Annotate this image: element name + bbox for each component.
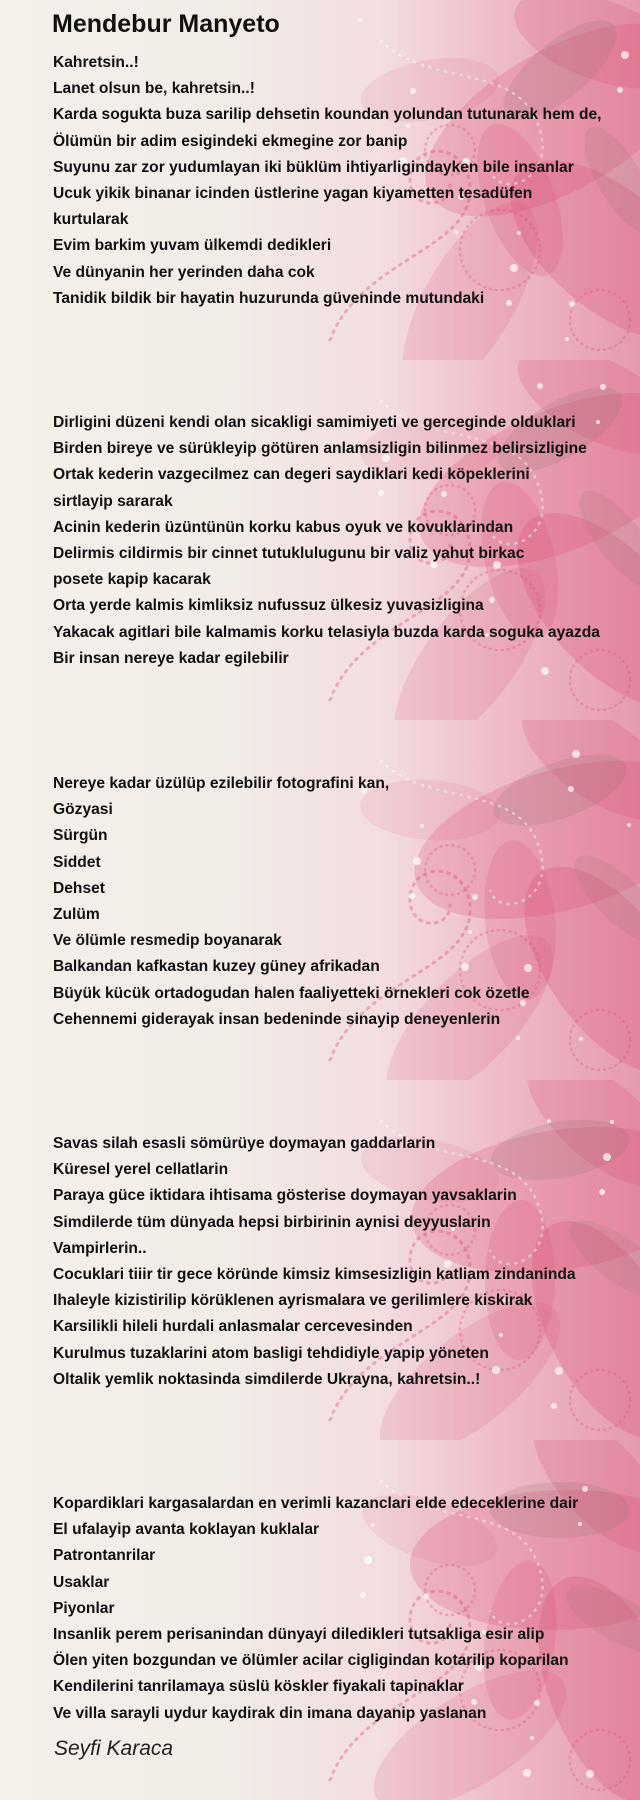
- poem-line: Dehset: [53, 879, 105, 897]
- stanza-2: [53, 410, 600, 672]
- poem-author: Seyfi Karaca: [54, 1737, 174, 1760]
- poem-line: El ufalayip avanta koklayan kuklalar: [53, 1521, 320, 1539]
- poem-line: Ölümün bir adim esigindeki ekmegine zor banip: [53, 132, 408, 150]
- poem-line: Cocuklari tiiir tir gece köründe kimsiz kimsesizligin katliam zindaninda: [53, 1266, 576, 1284]
- poem-line: Savas silah esasli sömürüye doymayan gaddarlarin: [53, 1135, 436, 1152]
- poem-line: Piyonlar: [53, 1599, 115, 1617]
- poem-line: Kopardiklari kargasalardan en verimli kazanclari elde edeceklerine dair: [53, 1495, 579, 1512]
- poem-line: Bir insan nereye kadar egilebilir: [53, 649, 289, 667]
- poem-line: Ölen yiten bozgundan ve ölümler acilar cigligindan kotarilip koparilan: [53, 1652, 569, 1670]
- poem-line: Lanet olsun be, kahretsin..!: [53, 80, 255, 98]
- poem-line: Yakacak agitlari bile kalmamis korku telasiyla buzda karda soguka ayazda: [53, 623, 600, 641]
- poem-line: Gözyasi: [53, 801, 113, 819]
- poem-line: Paraya güce iktidara ihtisama gösterise doymayan yavsaklarin: [53, 1187, 517, 1205]
- poem-line: Dirligini düzeni kendi olan sicakligi samimiyeti ve gerceginde olduklari: [53, 414, 576, 431]
- poem-line: Ve ölümle resmedip boyanarak: [53, 932, 282, 950]
- poem-line: Acinin kederin üzüntünün korku kabus oyuk ve kovuklarindan: [53, 518, 514, 536]
- poem-title: Mendebur Manyeto: [52, 10, 280, 38]
- poem-line: Ucuk yikik binanar icinden üstlerine yagan kiyametten tesadüfen: [53, 185, 533, 203]
- poem-line: Tanidik bildik bir hayatin huzurunda güveninde mutundaki: [53, 289, 485, 307]
- poem-line: Ve dünyanin her yerinden daha cok: [53, 263, 315, 281]
- poem-line: Büyük kücük ortadogudan halen faaliyetteki örnekleri cok özetle: [53, 984, 530, 1002]
- poem-line: sirtlayip sararak: [53, 492, 173, 510]
- poem-line: Oltalik yemlik noktasinda simdilerde Ukrayna, kahretsin..!: [53, 1370, 481, 1388]
- stanza-3: [53, 771, 530, 1033]
- poem-line: Sürgün: [53, 827, 108, 845]
- poem-line: Vampirlerin..: [53, 1239, 147, 1257]
- poem-line: Ortak kederin vazgecilmez can degeri saydiklari kedi köpeklerini: [53, 466, 530, 484]
- poem-line: Orta yerde kalmis kimliksiz nufussuz ülkesiz yuvasizligina: [53, 597, 484, 615]
- poem-line: Suyunu zar zor yudumlayan iki büklüm ihtiyarligindayken bile insanlar: [53, 158, 574, 176]
- poem-line: Kendilerini tanrilamaya süslü köskler fiyakali tapinaklar: [53, 1678, 464, 1696]
- poem-line: Ve villa sarayli uydur kaydirak din imana dayanip yaslanan: [53, 1704, 487, 1722]
- poem-line: Birden bireye ve sürükleyip götüren anlamsizligin bilinmez belirsizligine: [53, 440, 587, 458]
- stanza-5: [53, 1491, 578, 1727]
- poem-line: Ihaleyle kizistirilip körüklenen ayrismalara ve gerilimlere kiskirak: [53, 1292, 533, 1310]
- poem-line: Karsilikli hileli hurdali anlasmalar cercevesinden: [53, 1318, 413, 1336]
- poem-line: Siddet: [53, 853, 101, 871]
- poem-line: kurtularak: [53, 211, 129, 229]
- poem-line: Küresel yerel cellatlarin: [53, 1161, 229, 1179]
- poem-line: Insanlik perem perisanindan dünyayi diledikleri tutsakliga esir alip: [53, 1626, 545, 1644]
- poem-line: Karda sogukta buza sarilip dehsetin koundan yolundan tutunarak hem de,: [53, 106, 602, 124]
- poem-line: Usaklar: [53, 1573, 110, 1591]
- poem-line: Kahretsin..!: [53, 54, 139, 71]
- poem-line: posete kapip kacarak: [53, 571, 211, 589]
- stanza-1: [53, 50, 601, 312]
- stanza-4: [53, 1131, 576, 1393]
- poem-line: Nereye kadar üzülüp ezilebilir fotografini kan,: [53, 775, 390, 792]
- poem-line: Zulüm: [53, 906, 100, 924]
- poem-line: Simdilerde tüm dünyada hepsi birbirinin aynisi deyyuslarin: [53, 1213, 491, 1231]
- poem-line: Delirmis cildirmis bir cinnet tutuklulugunu bir valiz yahut birkac: [53, 545, 525, 563]
- poem-line: Patrontanrilar: [53, 1547, 156, 1565]
- poem-line: Balkandan kafkastan kuzey güney afrikadan: [53, 958, 380, 976]
- poem-line: Cehennemi giderayak insan bedeninde sinayip deneyenlerin: [53, 1010, 501, 1028]
- poem-line: Evim barkim yuvam ülkemdi dedikleri: [53, 237, 332, 255]
- poem-line: Kurulmus tuzaklarini atom basligi tehdidiyle yapip yöneten: [53, 1344, 489, 1362]
